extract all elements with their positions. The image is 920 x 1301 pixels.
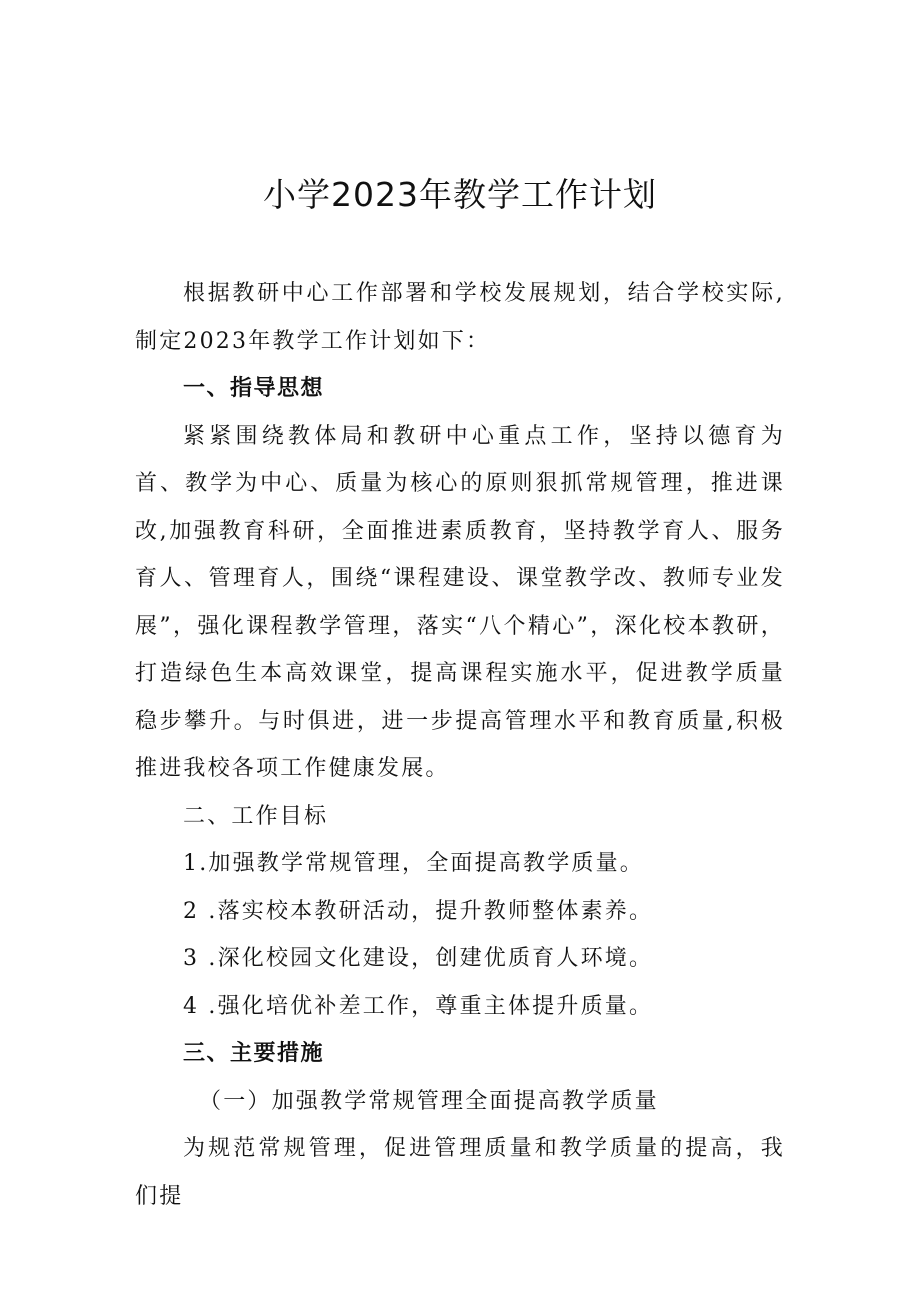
goal-item: 1.加强教学常规管理，全面提高教学质量。 bbox=[183, 851, 644, 876]
intro-paragraph: 根据教研中心工作部署和学校发展规划，结合学校实际,制定2023年教学工作计划如下： bbox=[135, 281, 785, 354]
section-heading-main-measures: 三、主要措施 bbox=[183, 1041, 325, 1066]
document-title: 小学2023年教学工作计划 bbox=[263, 175, 657, 214]
section-heading-work-goals: 二、工作目标 bbox=[183, 803, 329, 829]
goal-item: 2 .落实校本教研活动，提升教师整体素养。 bbox=[183, 898, 654, 924]
measures-subheading: （一）加强教学常规管理全面提高教学质量 bbox=[199, 1088, 659, 1114]
document-body bbox=[135, 270, 785, 1220]
section-heading-guiding-ideology: 一、指导思想 bbox=[183, 376, 325, 401]
goal-item: 3 .深化校园文化建设，创建优质育人环境。 bbox=[183, 946, 654, 971]
goal-item: 4 .强化培优补差工作，尊重主体提升质量。 bbox=[183, 993, 654, 1019]
measures-paragraph: 为规范常规管理，促进管理质量和教学质量的提高，我们提 bbox=[135, 1136, 785, 1209]
guiding-ideology-paragraph: 紧紧围绕教体局和教研中心重点工作，坚持以德育为首、教学为中心、质量为核心的原则狠抓常规管理，推进课改,加强教育科研，全面推进素质教育，坚持教学育人、服务育人、管理育人，围绕“课程建设、课堂教学改、教师专业发展”，强化课程教学管理，落实“八个精心”，深化校本教研，打造绿色生本高效课堂，提高课程实施水平，促进教学质量稳步攀升。与时俱进，进一步提高管理水平和教育质量,积极推进我校各项工作健康发展。 bbox=[135, 423, 785, 781]
